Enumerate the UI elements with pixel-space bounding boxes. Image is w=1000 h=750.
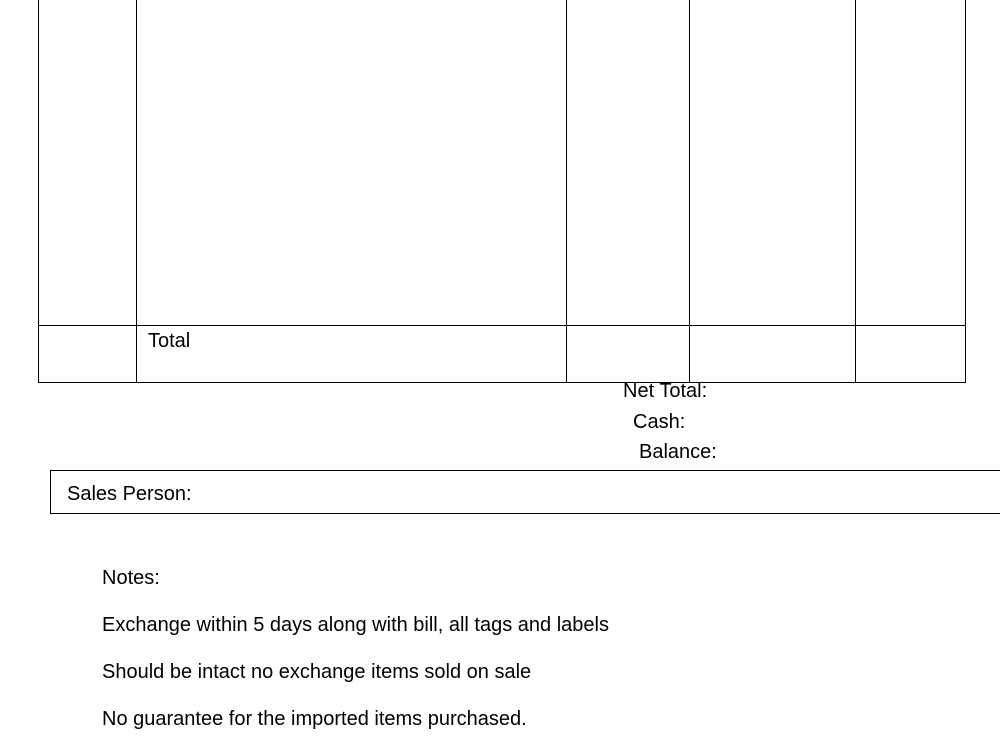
note-line-2: Should be intact no exchange items sold on sale: [102, 661, 532, 683]
total-rate-cell: [690, 326, 856, 383]
total-sno-cell: [39, 326, 137, 383]
sno-cell: [39, 0, 137, 326]
note-line-3: No guarantee for the imported items purchased.: [102, 708, 527, 730]
sales-person-box: [50, 470, 1000, 514]
items-body-row: [39, 0, 966, 326]
net-total-label: Net Total:: [623, 380, 708, 402]
amount-cell: [856, 0, 966, 326]
note-line-1: Exchange within 5 days along with bill, all tags and labels: [102, 614, 609, 636]
qty-cell: [567, 0, 690, 326]
total-amount-cell: [856, 326, 966, 383]
sales-person-label: Sales Person:: [67, 483, 192, 505]
bill-items-table: [38, 0, 966, 383]
rate-cell: [690, 0, 856, 326]
notes-heading: Notes:: [102, 567, 160, 589]
cash-label: Cash:: [633, 411, 686, 433]
total-row: [39, 326, 966, 383]
total-label: Total: [137, 326, 567, 383]
total-qty-cell: [567, 326, 690, 383]
description-cell: [137, 0, 567, 326]
balance-label: Balance:: [639, 441, 717, 463]
